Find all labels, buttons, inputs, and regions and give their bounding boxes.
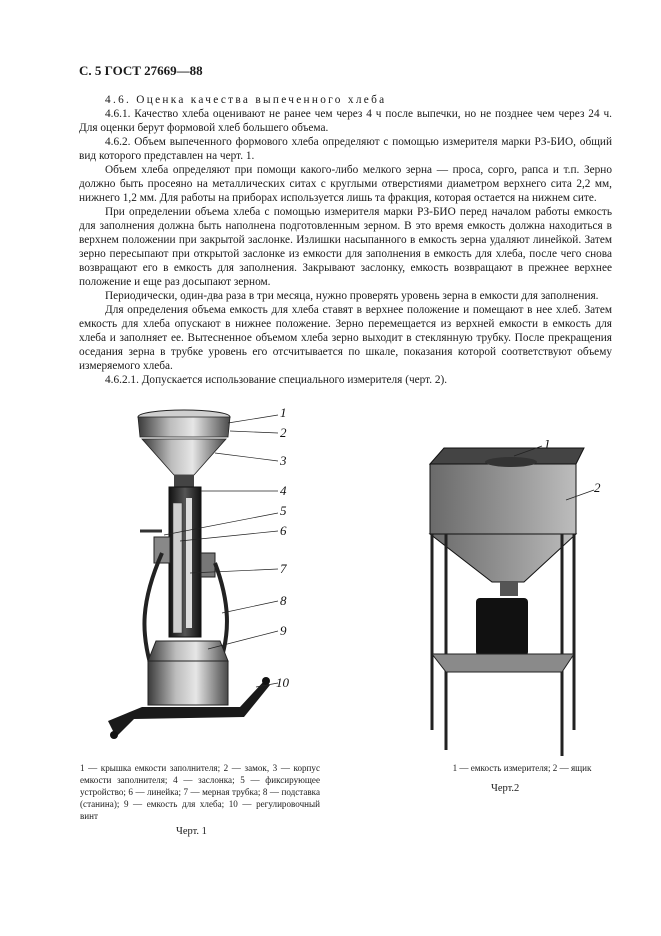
paragraph: Для определения объема емкость для хлеба ставят в верхнее положение и помещают в нее хлеб. Затем емкость для хлеба опускают в нижнее положение. Зерно перемещается из верхней емкости в емкость для хлеба и заполняет ее. Вытесненное объемом хлеба зерно выходит в стеклянную трубку. После прекращения оседания зерна в трубке уровень его отсчитывается по шкале, показания которой соответствуют объему измеряемого хлеба. (79, 304, 612, 372)
paragraph: Объем хлеба определяют при помощи какого-либо мелкого зерна — проса, сорго, рапса и т.п. Зерно должно быть просеяно на металлических ситах с круглыми отверстиями диаметром верхнего сита 2,2 мм, нижнего 1,2 мм. Для работы на приборах используется лишь та фракция, которая остается на нижнем сите. (79, 164, 612, 204)
fig1-label-6: 6 (280, 523, 287, 538)
paragraph: 4.6.2.1. Допускается использование специального измерителя (черт. 2). (105, 374, 448, 386)
fig1-label-2: 2 (280, 425, 287, 440)
fig1-label-10: 10 (276, 675, 289, 690)
paragraph: Периодически, один-два раза в три месяца, нужно проверять уровень зерна в емкости для заполнения. (105, 290, 599, 302)
section-title: 4.6. Оценка качества выпеченного хлеба (105, 94, 387, 106)
page-header: С. 5 ГОСТ 27669—88 (79, 63, 203, 78)
fig1-label-8: 8 (280, 593, 287, 608)
fig1-label-5: 5 (280, 503, 287, 518)
paragraph: 4.6.1. Качество хлеба оценивают не ранее чем через 4 ч после выпечки, но не позднее чем через 24 ч. Для оценки берут формовой хлеб большего объема. (79, 108, 612, 134)
fig1-label-9: 9 (280, 623, 287, 638)
paragraph: При определении объема хлеба с помощью измерителя марки РЗ-БИО перед началом работы емкость для заполнения должна быть наполнена подготовленным зерном. В это время емкость должна находиться в верхнем положении при закрытой заслонке. Излишки насыпанного в емкость зерна удаляют линейкой. Затем зерно пересыпают при открытой заслонке из емкости для заполнения в емкость для хлеба, после чего снова возвращают его в емкость для заполнения. Закрывают заслонку, емкость возвращают в прежнее верхнее положение и еще раз досыпают зерном. (79, 206, 612, 288)
figure-1-title: Черт. 1 (176, 826, 207, 837)
body-text (79, 93, 612, 387)
figure-2-device-illustration (416, 440, 616, 758)
fig2-label-1: 1 (544, 440, 551, 451)
fig1-label-3: 3 (280, 453, 287, 468)
figure-1-caption: 1 — крышка емкости заполнителя; 2 — замок, 3 — корпус емкости заполнителя; 4 — заслонка; 5 — фиксирующее устройство; 6 — линейка; 7 — мерная трубка; 8 — подставка (станина); 9 — емкость для хлеба; 10 — регулировочный винт (80, 763, 320, 821)
figure-2-caption: 1 — емкость измерителя; 2 — ящик (452, 763, 592, 773)
figure-1-device-illustration (80, 403, 325, 751)
paragraph: 4.6.2. Объем выпеченного формового хлеба определяют с помощью измерителя марки РЗ-БИО, общий вид которого представлен на черт. 1. (79, 136, 612, 162)
figure-2-title: Черт.2 (491, 783, 520, 794)
fig1-label-4: 4 (280, 483, 287, 498)
fig2-label-2: 2 (594, 480, 601, 495)
fig1-label-1: 1 (280, 405, 287, 420)
fig1-label-7: 7 (280, 561, 287, 576)
